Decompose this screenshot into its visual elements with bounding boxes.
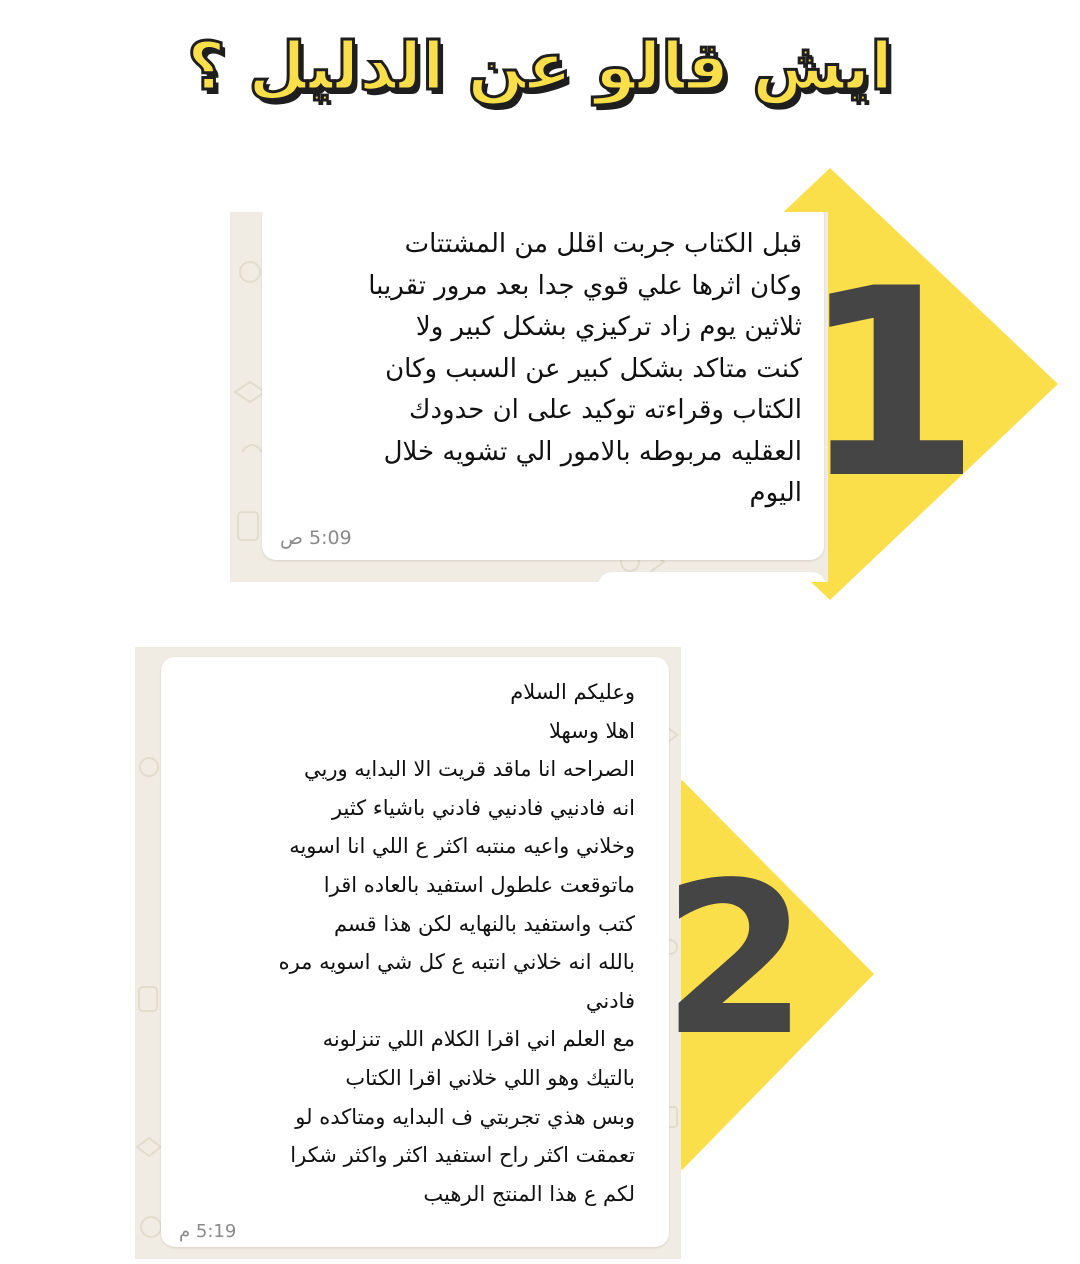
message-time-2: 5:19 م xyxy=(179,1221,237,1242)
message-text-2: وعليكم السلام اهلا وسهلا الصراحه انا ماقد قريت الا البدايه وريي انه فادنيي فادنيي فادني باشياء كثير وخلاني واعيه منتبه اكثر ع اللي انا اسويه ماتوقعت علطول استفيد بالعاده اقرا كتب واستفيد بالنهايه لكن هذا قسم بالله انه خلاني انتبه ع كل شي اسويه مره فادني مع العلم اني اقرا الكلام اللي تنزلونه بالتيك وهو اللي خلاني اقرا الكتاب وبس هذي تجربتي ف البدايه ومتاكده لو تعمقت اكثر راح استفيد اكثر واكثر شكرا لكم ع هذا المنتج الرهيب xyxy=(278,680,635,1206)
message-text-1: قبل الكتاب جربت اقلل من المشتتات وكان اثرها علي قوي جدا بعد مرور تقريبا ثلاثين يوم زاد تركيزي بشكل كبير ولا كنت متاكد بشكل كبير عن السبب وكان الكتاب وقراءته توكيد على ان حدودك العقليه مربوطه بالامور الي تشويه خلال اليوم xyxy=(368,229,802,508)
chat-screenshot-2 xyxy=(135,647,681,1259)
message-time-1: 5:09 ص xyxy=(280,527,352,549)
page-title: ايش قالو عن الدليل ؟ xyxy=(187,28,893,105)
chat-screenshot-1 xyxy=(230,212,828,582)
next-message-bubble-edge xyxy=(598,572,826,582)
testimonial-number-1: 1 xyxy=(800,234,981,536)
testimonial-number-2: 2 xyxy=(662,837,809,1082)
